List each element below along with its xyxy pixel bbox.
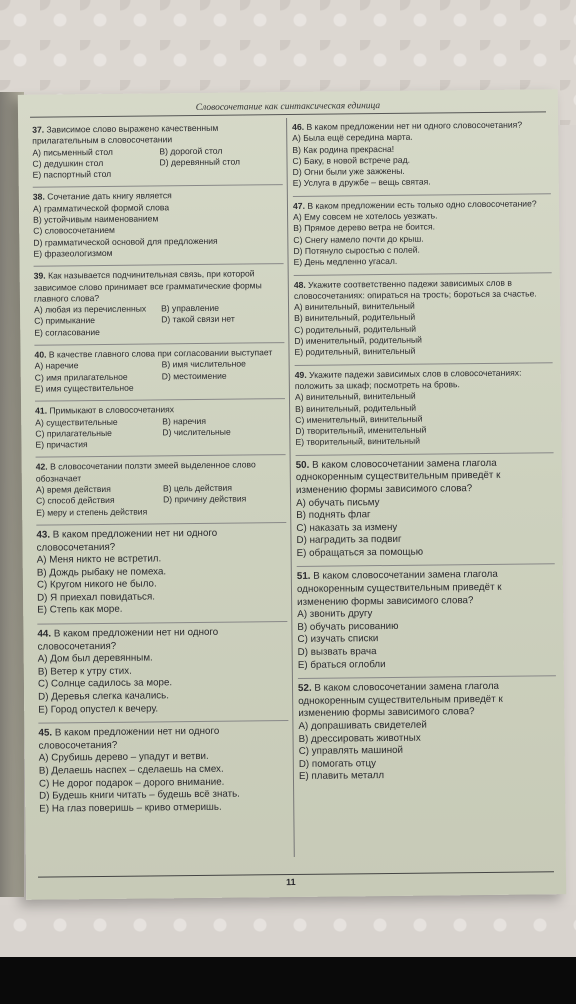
- question-prompt: В каком предложении нет ни одного словосочетания?: [306, 119, 523, 132]
- answer-option: B) обучать рисованию: [297, 620, 399, 633]
- answer-option: А) Меня никто не встретил.: [36, 553, 162, 566]
- answer-option: B) цель действия: [162, 482, 233, 494]
- question-block: [33, 190, 284, 260]
- answer-option: B) наречия: [162, 415, 206, 426]
- answer-option: А) существительные: [35, 416, 118, 428]
- question-text: [294, 277, 552, 302]
- answer-options: [39, 750, 290, 816]
- answer-option: B) Ветер к утру стих.: [37, 665, 132, 678]
- question-separator: [37, 621, 287, 625]
- question-block: [35, 403, 285, 451]
- question-separator: [294, 272, 552, 276]
- question-prompt: В каком предложении нет ни одного словосочетания?: [38, 725, 220, 752]
- answer-option: C) Кругом никого не было.: [36, 578, 157, 591]
- answer-option: А) звонить другу: [297, 608, 373, 621]
- question-prompt: В каком словосочетании замена глагола однокоренным существительным приведёт к изменению формы зависимого слова?: [298, 681, 503, 720]
- answer-option: C) Снегу намело почти до крыш.: [293, 233, 424, 245]
- answer-option: E) фразеологизмом: [33, 247, 113, 259]
- answer-option: E) согласование: [34, 326, 100, 338]
- question-number: 50.: [295, 459, 310, 471]
- question-prompt: Сочетание дать книгу является: [47, 190, 172, 203]
- question-block: [294, 277, 553, 359]
- answer-option: А) Срубишь дерево – упадут и ветви.: [38, 751, 209, 765]
- answer-option: D) Потянуло сыростью с полей.: [293, 244, 420, 256]
- answer-option: B) имя числительное: [161, 358, 246, 370]
- answer-option: E) Услуга в дружбе – вещь святая.: [292, 177, 431, 189]
- question-number: 42.: [35, 461, 48, 473]
- answer-option: А) Была ещё середина марта.: [292, 132, 413, 144]
- question-separator: [297, 564, 555, 568]
- question-number: 51.: [296, 571, 311, 583]
- answer-option: А) наречие: [34, 360, 79, 372]
- answer-option: C) управлять машиной: [298, 745, 404, 758]
- question-separator: [293, 193, 551, 197]
- answer-option: E) Степь как море.: [37, 604, 123, 617]
- answer-option: E) меру и степень действия: [36, 506, 148, 518]
- answer-option: B) Дождь рыбаку не помеха.: [36, 566, 167, 579]
- answer-option: D) такой связи нет: [161, 314, 235, 325]
- question-number: 40.: [34, 349, 47, 360]
- answer-options: [34, 302, 284, 339]
- question-block: [297, 569, 556, 672]
- answer-option: А) винительный, винительный: [293, 300, 415, 313]
- question-prompt: В каком предложении есть только одно словосочетание?: [307, 198, 537, 211]
- question-number: 46.: [292, 121, 305, 132]
- question-prompt: В словосочетании ползти змеей выделенное слово обозначает: [35, 459, 256, 484]
- answer-option: А) Ему совсем не хотелось уезжать.: [293, 210, 438, 223]
- answer-option: B) поднять флаг: [296, 509, 371, 522]
- question-number: 49.: [294, 369, 307, 380]
- answer-options: [297, 607, 556, 673]
- question-prompt: В каком словосочетании замена глагола однокоренным существительным приведёт к изменению формы зависимого слова?: [295, 457, 501, 496]
- answer-option: C) Не дорог подарок – дорого внимание.: [38, 776, 225, 790]
- answer-option: А) Дом был деревянным.: [37, 652, 153, 665]
- answer-option: E) обращаться за помощью: [296, 546, 424, 559]
- question-text: [38, 725, 288, 753]
- question-prompt: Укажите падежи зависимых слов в словосочетаниях: положить за шкаф; посмотреть на бровь.: [294, 367, 522, 391]
- answer-option: B) дорогой стол: [159, 145, 223, 156]
- question-number: 38.: [32, 192, 45, 203]
- answer-option: B) устойчивым наименованием: [33, 213, 159, 225]
- answer-option: E) браться оглобли: [297, 658, 386, 671]
- answer-option: C) дедушкин стол: [32, 157, 104, 169]
- answer-option: А) винительный, винительный: [294, 390, 416, 403]
- lace-tablecloth-bottom: [0, 905, 576, 957]
- question-text: [34, 268, 284, 305]
- answer-option: B) дрессировать животных: [298, 732, 421, 745]
- answer-options: [38, 651, 289, 717]
- textbook-page: [18, 89, 566, 900]
- answer-option: E) творительный, винительный: [295, 436, 421, 448]
- answer-option: C) прилагательные: [35, 427, 112, 439]
- answer-option: C) наказать за измену: [296, 521, 398, 534]
- answer-option: C) изучать списки: [297, 633, 379, 646]
- question-number: 43.: [36, 529, 51, 541]
- answer-option: D) деревянный стол: [159, 156, 241, 168]
- answer-options: [35, 415, 285, 452]
- answer-option: E) Город опустел к вечеру.: [38, 703, 159, 716]
- answer-option: E) На глаз поверишь – криво отмеришь.: [39, 801, 222, 815]
- question-block: [298, 680, 557, 783]
- question-separator: [33, 185, 283, 189]
- answer-option: D) Я приехал повидаться.: [37, 591, 156, 604]
- answer-option: D) именительный, родительный: [294, 334, 422, 347]
- answer-options: [294, 299, 553, 358]
- answer-options: [32, 145, 282, 182]
- answer-option: C) именительный, винительный: [295, 413, 423, 425]
- answer-option: B) Прямое дерево ветра не боится.: [293, 221, 436, 234]
- answer-option: C) примыкание: [34, 315, 96, 327]
- question-block: [34, 347, 284, 395]
- question-prompt: В каком словосочетании замена глагола однокоренным существительным приведёт к изменению формы зависимого слова?: [296, 569, 502, 608]
- page-number: 11: [286, 876, 296, 888]
- answer-option: B) винительный, родительный: [294, 312, 416, 324]
- answer-option: B) Как родина прекрасна!: [292, 143, 395, 155]
- answer-options: [292, 131, 551, 190]
- question-prompt: В каком предложении нет ни одного словосочетания?: [36, 527, 218, 554]
- right-column: [292, 119, 557, 790]
- answer-option: D) Будешь книги читать – будешь всё знать.: [39, 788, 240, 802]
- answer-option: C) Солнце садилось за море.: [37, 677, 173, 691]
- question-prompt: Примыкают в словосочетаниях: [49, 404, 175, 416]
- answer-option: C) Баку, в новой встрече рад.: [292, 154, 410, 166]
- question-block: [36, 459, 287, 518]
- answer-option: А) время действия: [35, 483, 111, 495]
- answer-options: [37, 552, 288, 618]
- answer-option: А) грамматической формой слова: [32, 202, 170, 214]
- answer-options: [35, 358, 285, 395]
- left-column: [32, 122, 289, 822]
- answer-option: А) письменный стол: [32, 146, 113, 158]
- footer-rule: [38, 871, 554, 877]
- answer-option: D) Деревья слегка качались.: [38, 690, 170, 703]
- question-number: 47.: [292, 200, 305, 211]
- answer-option: C) родительный, родительный: [294, 323, 417, 335]
- question-number: 45.: [38, 727, 53, 739]
- answer-option: D) помогать отцу: [298, 757, 377, 770]
- answer-option: C) способ действия: [36, 495, 115, 506]
- question-block: [34, 268, 285, 338]
- answer-option: D) Огни были уже зажжены.: [292, 165, 405, 178]
- answer-option: D) причину действия: [162, 493, 247, 505]
- question-separator: [38, 720, 288, 724]
- question-prompt: Как называется подчинительная связь, при которой зависимое слово принимает все грамматические формы главного слова?: [33, 268, 262, 304]
- black-bottom-bar: [0, 957, 576, 1004]
- answer-option: D) наградить за подвиг: [296, 534, 402, 547]
- question-separator: [36, 454, 286, 458]
- answer-options: [298, 718, 557, 784]
- question-separator: [34, 263, 284, 267]
- question-separator: [34, 342, 284, 346]
- question-block: [36, 527, 287, 618]
- answer-option: А) обучать письму: [296, 496, 380, 509]
- question-prompt: Зависимое слово выражено качественным прилагательным в словосочетании: [32, 122, 219, 146]
- answer-options: [33, 201, 284, 260]
- question-separator: [296, 452, 554, 456]
- question-block: [296, 457, 555, 560]
- answer-option: E) плавить металл: [298, 770, 385, 783]
- answer-option: C) имя прилагательное: [34, 371, 128, 383]
- answer-option: E) паспортный стол: [32, 169, 112, 180]
- answer-options: [293, 209, 552, 268]
- answer-option: D) местоимение: [161, 370, 227, 381]
- answer-option: D) числительные: [162, 426, 231, 438]
- answer-option: D) творительный, именительный: [295, 424, 427, 437]
- answer-option: А) любая из перечисленных: [33, 303, 147, 315]
- question-block: [292, 119, 551, 189]
- answer-option: E) День медленно угасал.: [293, 256, 398, 268]
- question-separator: [35, 398, 285, 402]
- question-prompt: В каком предложении нет ни одного словосочетания?: [37, 626, 219, 653]
- answer-option: B) винительный, родительный: [295, 402, 417, 414]
- question-number: 41.: [35, 405, 48, 416]
- question-number: 44.: [37, 628, 52, 640]
- question-block: [293, 198, 552, 268]
- question-text: [36, 527, 286, 555]
- question-text: [36, 459, 286, 484]
- question-block: [37, 626, 288, 717]
- question-text: [296, 457, 554, 497]
- answer-option: B) управление: [160, 302, 220, 314]
- question-text: [297, 569, 555, 609]
- answer-option: E) родительный, винительный: [294, 346, 416, 358]
- answer-option: B) Делаешь наспех – сделаешь на смех.: [38, 763, 224, 777]
- question-block: [295, 367, 554, 449]
- question-number: 37.: [32, 124, 45, 135]
- answer-option: D) грамматической основой для предложения: [33, 235, 218, 248]
- question-text: [32, 122, 282, 147]
- question-text: [298, 680, 556, 720]
- question-prompt: Укажите соответственно падежи зависимых слов в словосочетаниях: опираться на трость; бороться за счастье.: [293, 277, 537, 301]
- question-block: [32, 122, 283, 181]
- question-block: [38, 725, 289, 816]
- answer-options: [296, 495, 555, 561]
- answer-option: А) допрашивать свидетелей: [298, 719, 427, 732]
- page-header: Словосочетание как синтаксическая единица: [195, 101, 381, 113]
- answer-option: D) вызвать врача: [297, 646, 377, 658]
- question-text: [37, 626, 287, 654]
- question-separator: [36, 522, 286, 526]
- answer-option: E) имя существительное: [34, 382, 134, 394]
- answer-option: E) причастия: [35, 439, 88, 450]
- question-separator: [298, 675, 556, 679]
- answer-options: [36, 482, 286, 519]
- answer-options: [295, 389, 554, 448]
- question-separator: [295, 362, 553, 366]
- answer-option: C) словосочетанием: [33, 225, 115, 237]
- question-number: 48.: [293, 279, 306, 290]
- question-prompt: В качестве главного слова при согласовании выступает: [48, 347, 273, 360]
- question-number: 39.: [33, 270, 46, 281]
- question-number: 52.: [297, 683, 312, 695]
- question-text: [295, 367, 553, 392]
